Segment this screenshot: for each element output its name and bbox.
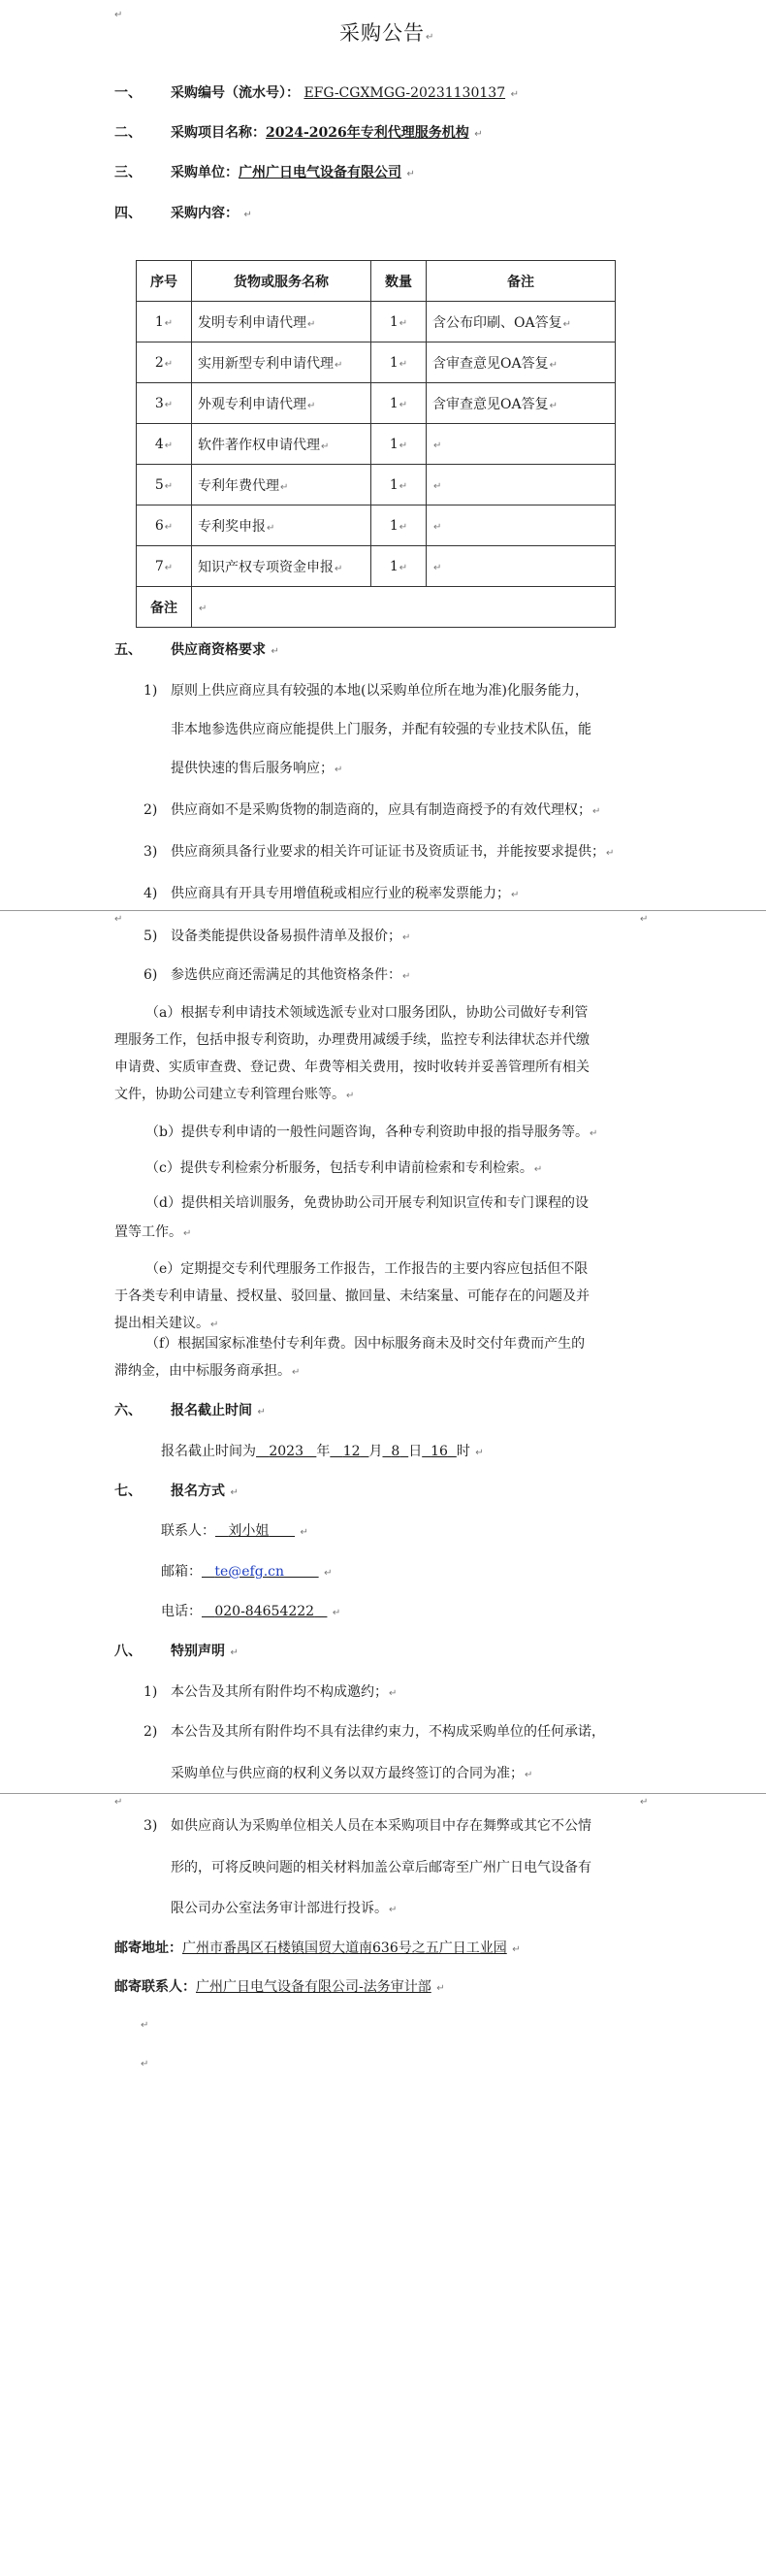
page-title: 采购公告 ↵	[339, 23, 434, 48]
requirement-4: 供应商具有开具专用增值税或相应行业的税率发票能力； ↵	[171, 884, 519, 905]
mailing-recipient-label: 邮寄联系人：	[114, 1979, 196, 1995]
table-cell-seq: 4 ↵	[137, 424, 192, 465]
email-line	[161, 1562, 332, 1583]
table-cell-seq: 3 ↵	[137, 383, 192, 424]
mailing-address-label: 邮寄地址：	[114, 1940, 182, 1956]
deadline-prefix: 报名截止时间为	[161, 1444, 256, 1459]
table-cell-note	[427, 465, 616, 505]
mailing-recipient	[114, 1977, 445, 1999]
requirement-3-number: 3)	[144, 844, 158, 860]
table-cell-qty: 1 ↵	[371, 546, 427, 587]
phone-label: 电话：	[161, 1604, 202, 1619]
paragraph-mark: ↵	[640, 1797, 649, 1808]
deadline-month-value: 12	[342, 1444, 361, 1459]
requirement-6-number: 6)	[144, 967, 158, 983]
table-row	[137, 424, 616, 465]
paragraph-mark: ↵	[640, 914, 649, 925]
statement-3-line: 限公司办公室法务审计部进行投诉。 ↵	[171, 1899, 397, 1920]
condition-a-line: 申请费、实质审查费、登记费、年费等相关费用，按时收转并妥善管理所有相关	[114, 1060, 590, 1075]
project-name-value: 2024-2026年专利代理服务机构	[266, 125, 469, 141]
table-row	[137, 383, 616, 424]
section-procurement-number	[114, 83, 519, 105]
page-break	[0, 910, 766, 911]
deadline-year-value: 2023	[269, 1444, 303, 1459]
condition-a-line: 文件，协助公司建立专利管理台账等。 ↵	[114, 1085, 354, 1106]
table-cell-qty: 1 ↵	[371, 342, 427, 383]
paragraph-mark: ↵	[114, 10, 123, 20]
section-qualification	[114, 640, 279, 662]
section-signup	[114, 1482, 239, 1503]
deadline-year-unit: 年	[316, 1444, 331, 1459]
table-cell-seq: 2 ↵	[137, 342, 192, 383]
table-header-cell: 数量	[371, 261, 427, 302]
table-cell-note	[427, 424, 616, 465]
table-cell-note: 含公布印刷、OA答复 ↵	[427, 302, 616, 342]
deadline-line	[161, 1442, 484, 1463]
condition-d-line: （d）提供相关培训服务，免费协助公司开展专利知识宣传和专门课程的设	[145, 1195, 589, 1211]
deadline-hour-unit: 时	[456, 1444, 470, 1459]
requirement-1-line: 提供快速的售后服务响应； ↵	[171, 759, 342, 780]
requirement-4-number: 4)	[144, 886, 158, 901]
table-remark-label: 备注	[137, 587, 192, 628]
statement-3-line: 形的，可将反映问题的相关材料加盖公章后邮寄至广州广日电气设备有	[171, 1860, 591, 1875]
table-cell-note: 含审查意见OA答复 ↵	[427, 342, 616, 383]
mailing-recipient-value: 广州广日电气设备有限公司-法务审计部	[196, 1979, 431, 1995]
section-label: 供应商资格要求	[171, 642, 266, 658]
contact-line	[161, 1521, 308, 1543]
section-number: 三、	[114, 165, 142, 180]
statement-2-number: 2)	[144, 1724, 158, 1740]
condition-e-line: （e）定期提交专利代理服务工作报告，工作报告的主要内容应包括但不限	[145, 1261, 589, 1277]
purchaser-value: 广州广日电气设备有限公司	[239, 165, 401, 180]
contact-label: 联系人：	[161, 1523, 215, 1539]
section-label: 采购单位：	[171, 165, 239, 180]
section-label: 报名截止时间	[171, 1403, 252, 1418]
requirement-2: 供应商如不是采购货物的制造商的，应具有制造商授予的有效代理权； ↵	[171, 800, 600, 822]
condition-e-line: 于各类专利申请量、授权量、驳回量、撤回量、未结案量、可能存在的问题及并	[114, 1288, 590, 1304]
section-content	[114, 204, 252, 225]
deadline-day	[382, 1444, 408, 1459]
deadline-day-unit: 日	[408, 1444, 423, 1459]
section-number: 一、	[114, 85, 142, 101]
statement-2-line: 采购单位与供应商的权利义务以双方最终签订的合同为准； ↵	[171, 1764, 532, 1785]
section-number: 五、	[114, 642, 142, 658]
section-label: 报名方式	[171, 1484, 225, 1499]
statement-1-number: 1)	[144, 1684, 158, 1700]
section-label: 采购编号（流水号）：	[171, 85, 300, 101]
email-label: 邮箱：	[161, 1564, 202, 1580]
table-cell-qty: 1 ↵	[371, 465, 427, 505]
requirement-6: 参选供应商还需满足的其他资格条件： ↵	[171, 965, 410, 987]
table-cell-qty: 1 ↵	[371, 424, 427, 465]
statement-2-line: 本公告及其所有附件均不具有法律约束力，不构成采购单位的任何承诺，	[171, 1724, 605, 1740]
table-cell-name: 专利年费代理 ↵	[192, 465, 371, 505]
table-cell-name: 知识产权专项资金申报 ↵	[192, 546, 371, 587]
paragraph-mark: ↵	[114, 1797, 123, 1808]
procurement-number-value: EFG-CGXMGG-20231130137	[303, 85, 506, 101]
table-cell-seq: 7 ↵	[137, 546, 192, 587]
section-label: 采购内容：	[171, 206, 239, 221]
statement-3-number: 3)	[144, 1818, 158, 1834]
deadline-hour	[422, 1444, 457, 1459]
section-number: 六、	[114, 1403, 142, 1418]
paragraph-mark: ↵	[141, 2020, 149, 2031]
requirement-1-line: 原则上供应商应具有较强的本地(以采购单位所在地为准)化服务能力，	[171, 683, 589, 699]
condition-f-line: （f）根据国家标准垫付专利年费。因中标服务商未及时交付年费而产生的	[145, 1336, 586, 1352]
table-cell-name: 外观专利申请代理 ↵	[192, 383, 371, 424]
table-cell-seq: 5 ↵	[137, 465, 192, 505]
statement-1: 本公告及其所有附件均不构成邀约； ↵	[171, 1682, 397, 1704]
procurement-table	[136, 260, 616, 628]
table-header-cell: 序号	[137, 261, 192, 302]
phone-line	[161, 1602, 340, 1623]
table-cell-name: 发明专利申请代理 ↵	[192, 302, 371, 342]
condition-c: （c）提供专利检索分析服务，包括专利申请前检索和专利检索。 ↵	[145, 1158, 542, 1180]
section-label: 采购项目名称：	[171, 125, 266, 141]
requirement-3: 供应商须具备行业要求的相关许可证证书及资质证书，并能按要求提供； ↵	[171, 842, 614, 864]
table-cell-seq: 1 ↵	[137, 302, 192, 342]
statement-3-line: 如供应商认为采购单位相关人员在本采购项目中存在舞弊或其它不公情	[171, 1818, 591, 1834]
table-header-row	[137, 261, 616, 302]
table-cell-note: 含审查意见OA答复 ↵	[427, 383, 616, 424]
table-row	[137, 546, 616, 587]
table-cell-seq: 6 ↵	[137, 505, 192, 546]
section-purchaser	[114, 163, 415, 184]
paragraph-mark: ↵	[114, 914, 123, 925]
table-cell-qty: 1 ↵	[371, 505, 427, 546]
section-project-name	[114, 123, 483, 145]
table-remark-value	[192, 587, 616, 628]
contact-value	[215, 1523, 295, 1539]
deadline-month-unit: 月	[368, 1444, 383, 1459]
contact-name: 刘小姐	[228, 1523, 270, 1539]
table-cell-name: 软件著作权申请代理 ↵	[192, 424, 371, 465]
requirement-2-number: 2)	[144, 802, 158, 818]
table-row	[137, 342, 616, 383]
section-number: 二、	[114, 125, 142, 141]
table-header-cell: 备注	[427, 261, 616, 302]
email-link[interactable]: te@efg.cn	[214, 1564, 285, 1580]
table-remark-row	[137, 587, 616, 628]
paragraph-mark: ↵	[141, 2059, 149, 2070]
requirement-5: 设备类能提供设备易损件清单及报价； ↵	[171, 927, 410, 948]
requirement-1-number: 1)	[144, 683, 158, 699]
table-cell-note	[427, 505, 616, 546]
table-row	[137, 302, 616, 342]
page-break	[0, 1793, 766, 1794]
section-label: 特别声明	[171, 1644, 225, 1659]
section-number: 七、	[114, 1484, 142, 1499]
condition-f-line: 滞纳金，由中标服务商承担。 ↵	[114, 1361, 300, 1383]
table-header-cell: 货物或服务名称	[192, 261, 371, 302]
section-number: 八、	[114, 1644, 142, 1659]
table-cell-qty: 1 ↵	[371, 302, 427, 342]
condition-b: （b）提供专利申请的一般性问题咨询，各种专利资助申报的指导服务等。 ↵	[145, 1123, 597, 1144]
table-cell-note	[427, 546, 616, 587]
condition-a-line: （a）根据专利申请技术领域选派专业对口服务团队，协助公司做好专利管	[145, 1005, 589, 1021]
table-row	[137, 465, 616, 505]
phone-value	[202, 1604, 327, 1619]
email-value	[202, 1564, 319, 1580]
deadline-hour-value: 16	[431, 1444, 448, 1459]
table-cell-name: 实用新型专利申请代理 ↵	[192, 342, 371, 383]
deadline-month	[330, 1444, 368, 1459]
condition-e-line: 提出相关建议。 ↵	[114, 1314, 218, 1335]
deadline-day-value: 8	[391, 1444, 400, 1459]
section-number: 四、	[114, 206, 142, 221]
requirement-5-number: 5)	[144, 929, 158, 944]
section-deadline	[114, 1401, 266, 1422]
section-statement	[114, 1642, 239, 1663]
deadline-year	[256, 1444, 316, 1459]
table-cell-qty: 1 ↵	[371, 383, 427, 424]
mailing-address	[114, 1939, 521, 1960]
condition-d-line: 置等工作。 ↵	[114, 1223, 191, 1244]
phone-number: 020-84654222	[214, 1604, 315, 1619]
requirement-1-line: 非本地参选供应商应能提供上门服务，并配有较强的专业技术队伍，能	[171, 722, 591, 737]
table-cell-name: 专利奖申报 ↵	[192, 505, 371, 546]
condition-a-line: 理服务工作，包括申报专利资助，办理费用减缓手续，监控专利法律状态并代缴	[114, 1032, 590, 1048]
mailing-address-value: 广州市番禺区石楼镇国贸大道南636号之五广日工业园	[182, 1940, 507, 1956]
table-row	[137, 505, 616, 546]
